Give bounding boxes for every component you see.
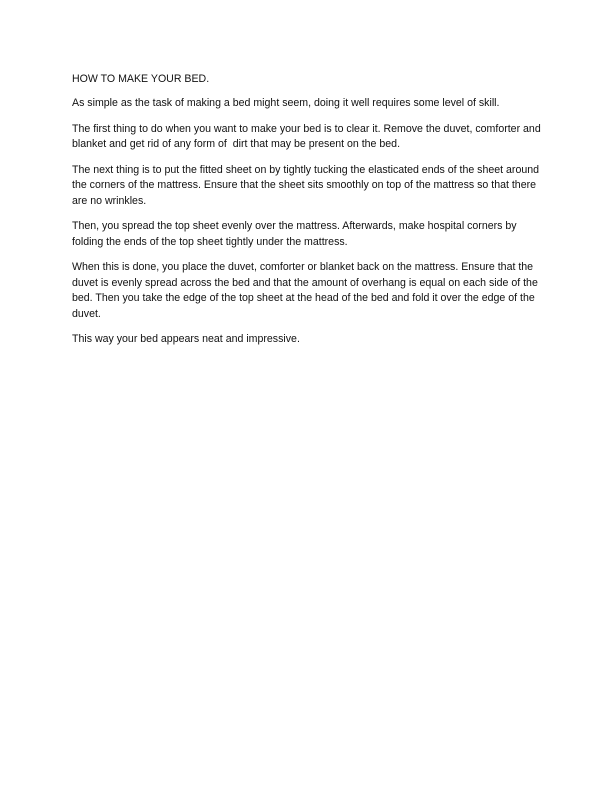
paragraph-1: As simple as the task of making a bed might seem, doing it well requires some level of skill. — [72, 97, 500, 109]
document-title: HOW TO MAKE YOUR BED. — [72, 73, 210, 85]
paragraph-5: When this is done, you place the duvet, comforter or blanket back on the mattress. Ensure that the duvet is evenly spread across the bed and that the amount of overhang is equal on each side of the bed. Then you take the edge of the top sheet at the head of the bed and fold it over the edge of the duvet. — [72, 261, 541, 320]
paragraph-3: The next thing is to put the fitted sheet on by tightly tucking the elasticated ends of the sheet around the corners of the mattress. Ensure that the sheet sits smoothly on top of the mattress so that there are no wrinkles. — [72, 163, 542, 207]
paragraph-4: Then, you spread the top sheet evenly over the mattress. Afterwards, make hospital corners by folding the ends of the top sheet tightly under the mattress. — [72, 220, 520, 248]
paragraph-2: The first thing to do when you want to make your bed is to clear it. Remove the duvet, comforter and blanket and get rid of any form of dirt that may be present on the bed. — [72, 122, 544, 150]
document-page — [72, 72, 542, 358]
paragraph-6: This way your bed appears neat and impressive. — [72, 333, 300, 345]
